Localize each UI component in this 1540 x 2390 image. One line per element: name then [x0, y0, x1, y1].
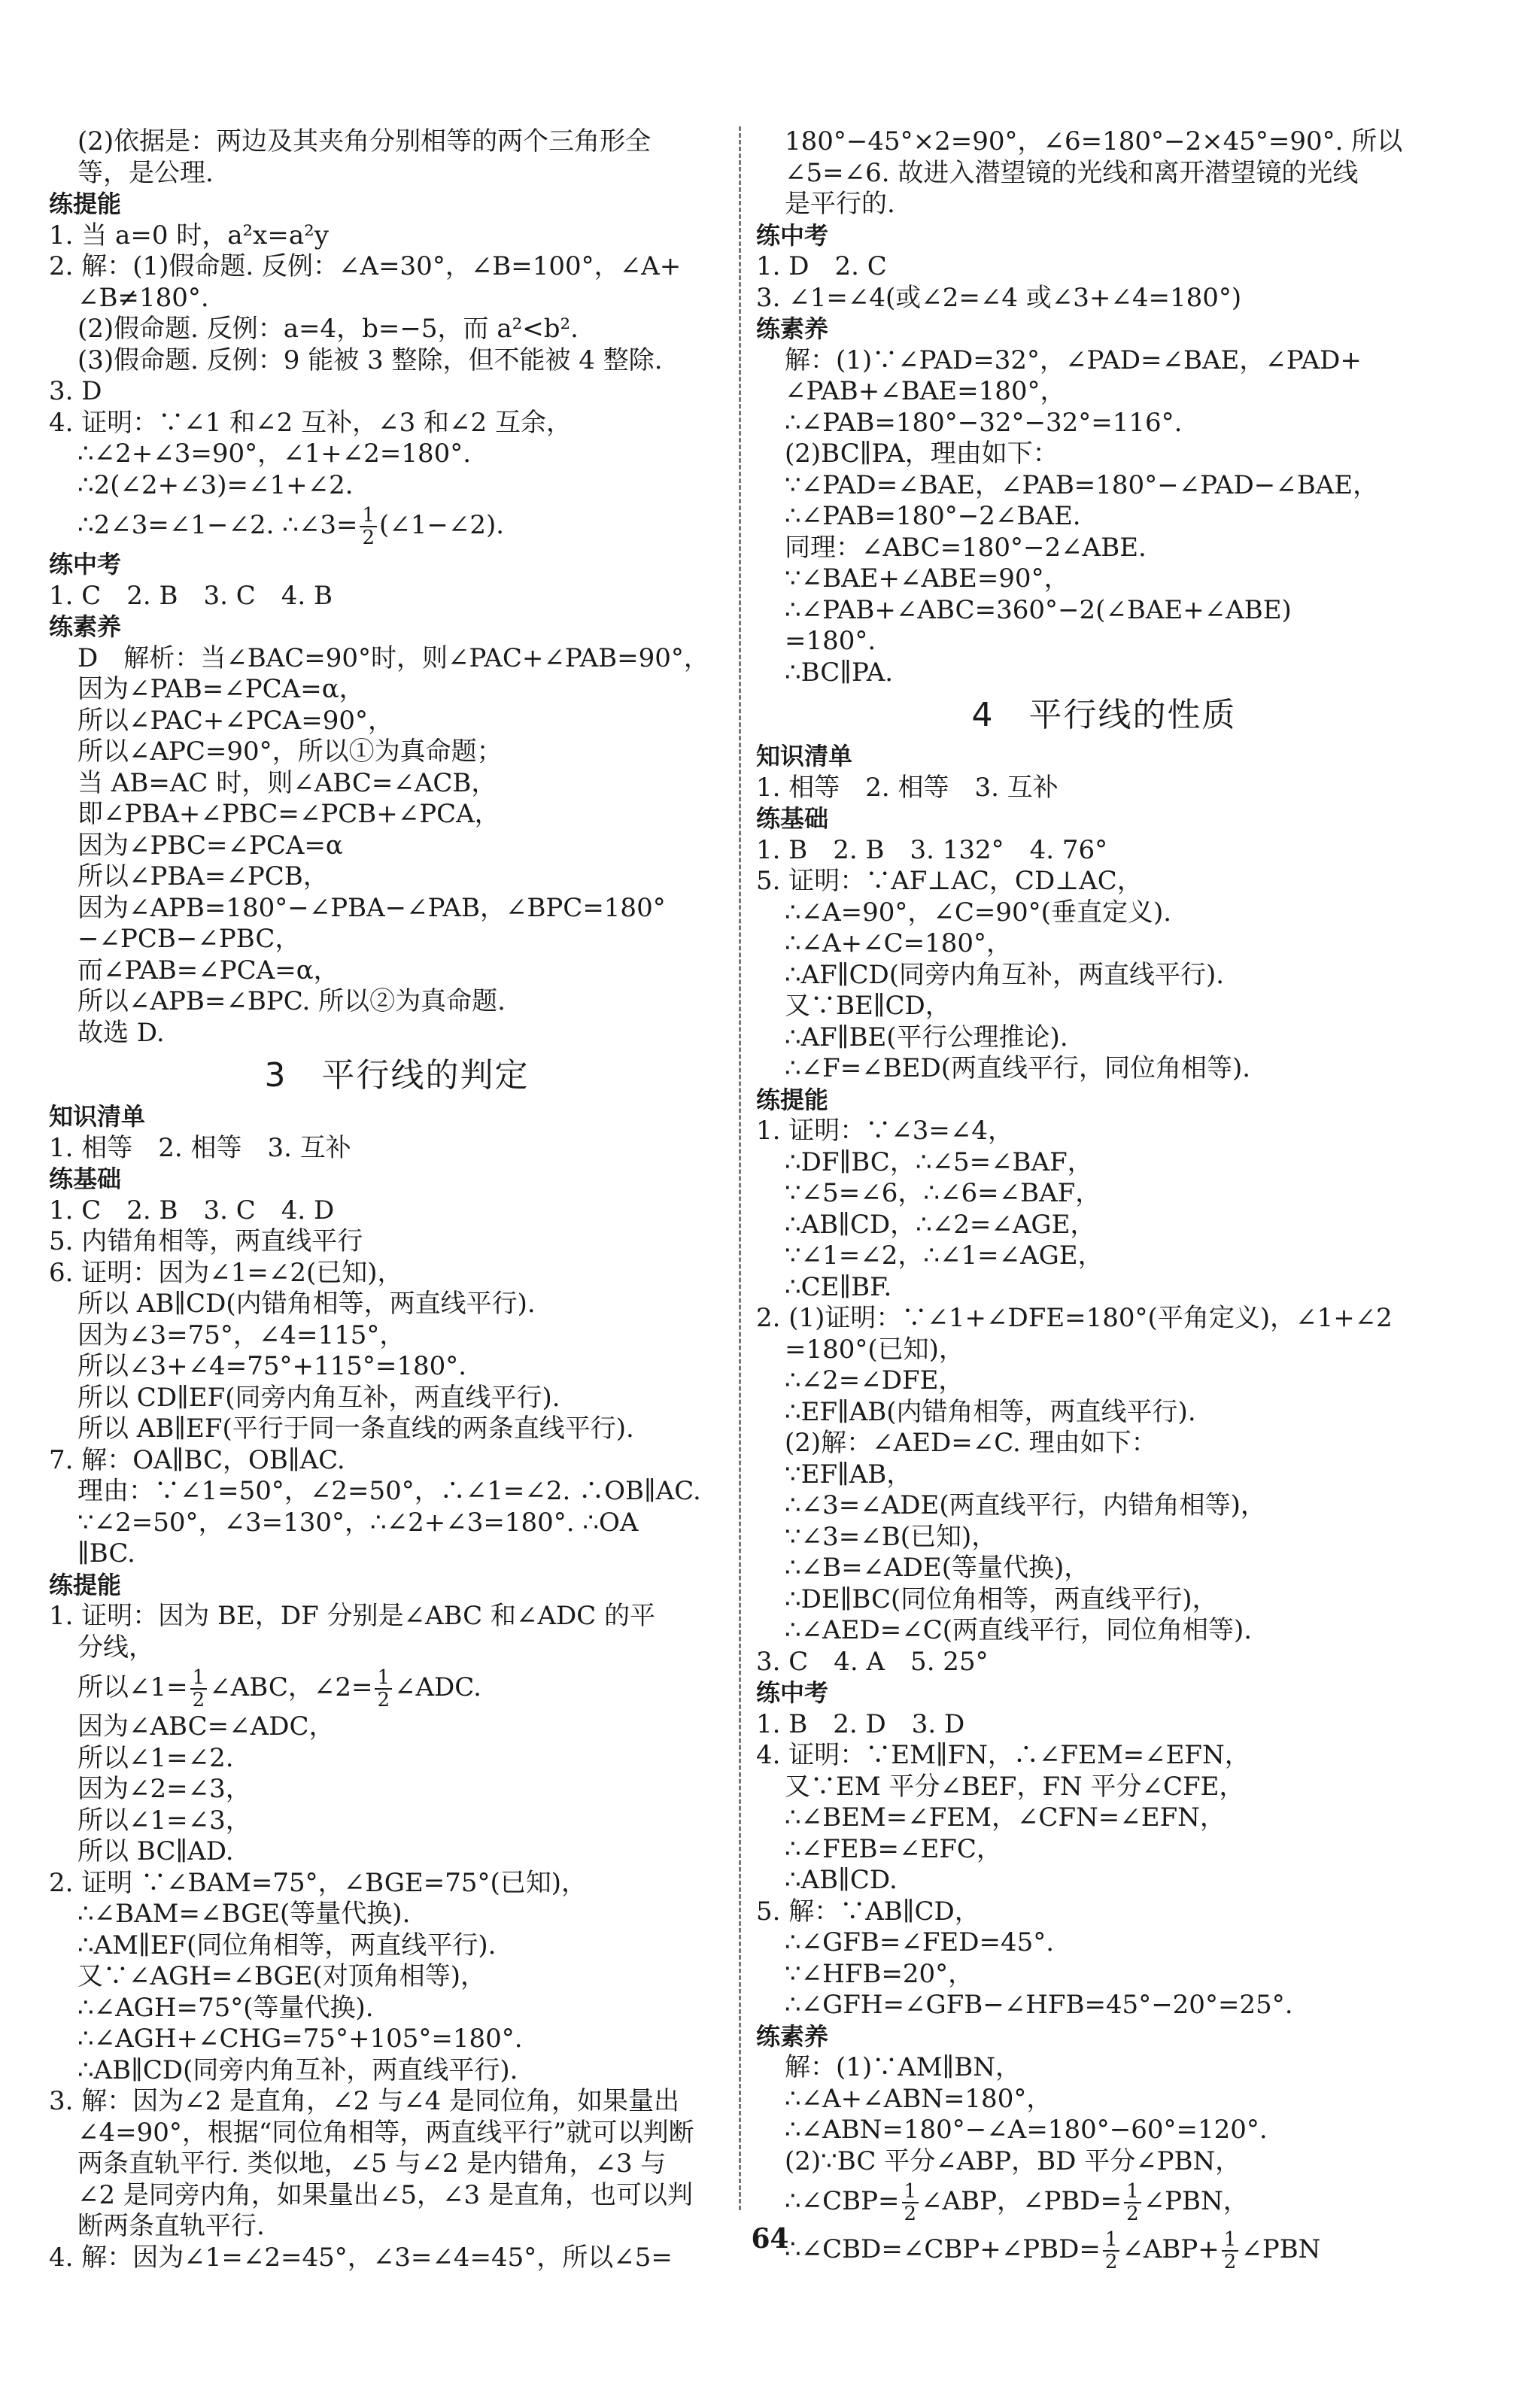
answer-line	[49, 1289, 745, 1320]
line-text: ∴EF∥AB(内错角相等，两直线平行).	[785, 1396, 1196, 1427]
answer-line	[49, 1930, 745, 1962]
line-text: ∴∠AGH+∠CHG=75°+105°=180°.	[77, 2024, 523, 2054]
answer-line	[756, 1772, 1452, 1803]
answer-line	[756, 1865, 1452, 1897]
line-text: 3 平行线的判定	[264, 1056, 530, 1095]
line-text: ∠PAB+∠BAE=180°，	[785, 376, 1066, 406]
answer-line	[756, 1897, 1452, 1928]
line-text: 因为∠ABC=∠ADC，	[77, 1711, 335, 1742]
line-text: ∴∠BEM=∠FEM，∠CFN=∠EFN，	[785, 1802, 1226, 1833]
line-text: ∴AB∥CD(同旁内角互补，两直线平行).	[77, 2054, 518, 2085]
line-text: (∠1−∠2).	[379, 510, 505, 540]
line-text: 所以∠1=∠3，	[77, 1805, 251, 1836]
line-text: 180°−45°×2=90°，∠6=180°−2×45°=90°. 所以	[785, 126, 1403, 156]
answer-line	[756, 1522, 1452, 1553]
answer-line	[756, 2084, 1452, 2115]
line-text: 因为∠PAB=∠PCA=α，	[77, 674, 365, 704]
fraction-denominator: 2	[192, 1689, 205, 1711]
line-text: 又∵∠AGH=∠BGE(对顶角相等)，	[77, 1961, 486, 1991]
answer-line	[49, 439, 745, 470]
line-text: 所以 AB∥EF(平行于同一条直线的两条直线平行).	[77, 1414, 634, 1444]
answer-line	[756, 1615, 1452, 1647]
line-text: 1. B 2. D 3. D	[756, 1708, 965, 1739]
answer-line	[756, 1927, 1452, 1959]
answer-line	[756, 1178, 1452, 1210]
line-text: ∠2 是同旁内角，如果量出∠5，∠3 是直角，也可以判	[77, 2179, 693, 2210]
answer-line	[756, 2115, 1452, 2146]
line-text: 所以∠1=	[77, 1672, 188, 1702]
fraction	[375, 1667, 392, 1711]
line-text: ∴∠BAM=∠BGE(等量代换).	[77, 1899, 411, 1929]
line-text: 分线，	[77, 1632, 154, 1663]
answer-line	[49, 1805, 745, 1837]
line-text: 又∵EM 平分∠BEF，FN 平分∠CFE，	[785, 1771, 1245, 1802]
line-text: 练中考	[49, 550, 122, 579]
line-text: 3. C 4. A 5. 25°	[756, 1646, 989, 1677]
answer-line	[756, 345, 1452, 377]
line-text: ∠5=∠6. 故进入潜望镜的光线和离开潜望镜的光线	[785, 157, 1359, 188]
line-text: 1. C 2. B 3. C 4. B	[49, 580, 333, 611]
line-text: ∴∠CBD=∠CBP+∠PBD=	[785, 2234, 1101, 2264]
line-text: 所以∠PAC+∠PCA=90°，	[77, 705, 393, 736]
answer-line	[49, 1414, 745, 1445]
line-text: ∠PBN，	[1143, 2186, 1249, 2216]
line-text: 练提能	[756, 1085, 829, 1114]
line-text: ∴2(∠2+∠3)=∠1+∠2.	[77, 469, 354, 500]
answer-line	[756, 1116, 1452, 1147]
line-text: ∵∠5=∠6，∴∠6=∠BAF，	[785, 1178, 1101, 1208]
answer-line	[756, 470, 1452, 502]
answer-line	[49, 643, 745, 675]
answer-line	[49, 1538, 745, 1570]
answer-line	[49, 2055, 745, 2087]
line-text: ∴AF∥BE(平行公理推论).	[785, 1022, 1068, 1052]
fraction	[190, 1667, 208, 1711]
line-text: ∴∠2+∠3=90°，∠1+∠2=180°.	[77, 439, 472, 469]
line-text: ∥BC.	[77, 1538, 135, 1569]
line-text: 因为∠3=75°，∠4=115°，	[77, 1320, 406, 1350]
line-text: 2. 证明 ∵∠BAM=75°，∠BGE=75°(已知)，	[49, 1867, 588, 1898]
line-text: 3. D	[49, 376, 102, 406]
answer-line	[49, 893, 745, 925]
line-text: ∵∠1=∠2，∴∠1=∠AGE，	[785, 1241, 1104, 1271]
answer-line	[49, 1195, 745, 1227]
answer-line	[756, 1241, 1452, 1272]
section-heading	[756, 1678, 1452, 1709]
answer-line	[49, 158, 745, 190]
section-heading	[756, 220, 1452, 252]
line-text: ∴∠A=90°，∠C=90°(垂直定义).	[785, 897, 1172, 928]
answer-line	[49, 345, 745, 377]
line-text: 练中考	[756, 1678, 829, 1707]
line-text: =180°(已知)，	[785, 1334, 964, 1365]
line-text: 解：(1)∵∠PAD=32°，∠PAD=∠BAE，∠PAD+	[785, 345, 1362, 375]
line-text: 5. 证明：∵AF⊥AC，CD⊥AC，	[756, 866, 1143, 896]
line-text: 所以∠3+∠4=75°+115°=180°.	[77, 1351, 467, 1381]
line-text: 因为∠PBC=∠PCA=α	[77, 830, 343, 861]
line-text: ∴DF∥BC，∴∠5=∠BAF，	[785, 1146, 1093, 1177]
answer-line	[756, 1022, 1452, 1054]
line-text: ∵∠2=50°，∠3=130°，∴∠2+∠3=180°. ∴OA	[77, 1507, 639, 1538]
answer-line	[756, 1397, 1452, 1429]
line-text: ∠ABP，∠PBD=	[921, 2186, 1122, 2216]
line-text: ∴∠B=∠ADE(等量代换)，	[785, 1553, 1090, 1583]
line-text: 所以∠PBA=∠PCB，	[77, 861, 329, 891]
line-text: 是平行的.	[785, 189, 895, 219]
line-text: 练提能	[49, 190, 122, 218]
answer-line	[49, 1133, 745, 1165]
answer-line	[756, 866, 1452, 897]
answer-line	[49, 376, 745, 408]
answer-line	[49, 470, 745, 502]
line-text: 练素养	[756, 2021, 829, 2051]
answer-line	[756, 1709, 1452, 1741]
answer-line	[49, 768, 745, 800]
line-text: ∴∠PAB=180°−2∠BAE.	[785, 501, 1081, 531]
answer-line	[49, 1993, 745, 2024]
answer-line	[49, 736, 745, 768]
answer-line	[756, 408, 1452, 439]
section-heading	[49, 1570, 745, 1602]
fraction	[1124, 2181, 1141, 2224]
answer-line	[49, 706, 745, 737]
line-text: ∴∠GFH=∠GFB−∠HFB=45°−20°=25°.	[785, 1990, 1293, 2020]
answer-line	[756, 835, 1452, 867]
section-title	[49, 1055, 745, 1097]
line-text: ∴∠AGH=75°(等量代换).	[77, 1992, 374, 2023]
fraction	[902, 2181, 919, 2224]
answer-line	[49, 408, 745, 439]
line-text: 所以 CD∥EF(同旁内角互补，两直线平行).	[77, 1382, 560, 1413]
section-heading	[49, 1164, 745, 1195]
line-text: ∴∠AED=∠C(两直线平行，同位角相等).	[785, 1615, 1253, 1645]
answer-column-right	[756, 126, 1452, 2273]
line-text: 又∵BE∥CD，	[785, 991, 951, 1021]
line-text: 练素养	[756, 314, 829, 343]
line-text: 断两条直轨平行.	[77, 2211, 265, 2241]
line-text: 解：(1)∵AM∥BN，	[785, 2052, 1021, 2082]
line-text: (2)BC∥PA，理由如下：	[785, 439, 1059, 469]
answer-line	[756, 1053, 1452, 1085]
line-text: 因为∠2=∠3，	[77, 1774, 251, 1804]
line-text: ∴2∠3=∠1−∠2. ∴∠3=	[77, 510, 358, 540]
answer-line	[49, 1743, 745, 1775]
answer-line	[49, 924, 745, 955]
line-text: 所以 BC∥AD.	[77, 1836, 234, 1866]
answer-line	[756, 1959, 1452, 1991]
line-text: 练素养	[49, 612, 122, 641]
answer-line	[756, 1990, 1452, 2021]
line-text: 2. (1)证明：∵∠1+∠DFE=180°(平角定义)，∠1+∠2	[756, 1303, 1393, 1333]
section-heading	[756, 741, 1452, 773]
line-text: ∴∠PAB+∠ABC=360°−2(∠BAE+∠ABE)	[785, 594, 1292, 625]
answer-line	[49, 1258, 745, 1289]
section-heading	[756, 1085, 1452, 1116]
answer-line	[756, 2052, 1452, 2084]
line-text: 1. 证明：∵∠3=∠4，	[756, 1116, 1013, 1146]
line-text: ∴DE∥BC(同位角相等，两直线平行)，	[785, 1584, 1218, 1614]
answer-line	[49, 126, 745, 158]
answer-line	[49, 1445, 745, 1477]
line-text: ∴AB∥CD.	[785, 1865, 898, 1895]
line-text: ∴∠2=∠DFE，	[785, 1365, 964, 1395]
answer-line	[49, 1226, 745, 1258]
answer-line	[756, 1834, 1452, 1866]
fraction-numerator: 1	[360, 505, 377, 527]
fraction-denominator: 2	[904, 2203, 917, 2225]
answer-line	[756, 595, 1452, 627]
line-text: 1. D 2. C	[756, 251, 887, 281]
line-text: 1. 相等 2. 相等 3. 互补	[49, 1132, 351, 1163]
line-text: 练中考	[756, 220, 829, 250]
line-text: 4. 证明：∵∠1 和∠2 互补，∠3 和∠2 互余，	[49, 407, 572, 438]
line-text: 理由：∵∠1=50°，∠2=50°，∴∠1=∠2. ∴OB∥AC.	[77, 1476, 701, 1506]
answer-line	[49, 1663, 745, 1711]
line-text: 练基础	[756, 804, 829, 833]
line-text: 知识清单	[49, 1102, 146, 1131]
section-heading	[49, 189, 745, 220]
answer-line	[49, 581, 745, 612]
line-text: 所以∠APC=90°，所以①为真命题；	[77, 736, 503, 767]
line-text: 4. 解：因为∠1=∠2=45°，∠3=∠4=45°，所以∠5=	[49, 2242, 673, 2273]
answer-line	[49, 1018, 745, 1049]
answer-line	[49, 831, 745, 862]
line-text: 1. 当 a=0 时，a²x=a²y	[49, 220, 329, 251]
column-divider	[739, 126, 741, 2210]
line-text: (2)依据是：两边及其夹角分别相等的两个三角形全	[77, 126, 652, 156]
line-text: ∴∠F=∠BED(两直线平行，同位角相等).	[785, 1053, 1251, 1083]
line-text: 6. 证明：因为∠1=∠2(已知)，	[49, 1257, 403, 1288]
answer-line	[49, 1508, 745, 1539]
line-text: ∴∠GFB=∠FED=45°.	[785, 1927, 1055, 1957]
line-text: 即∠PBA+∠PBC=∠PCB+∠PCA，	[77, 799, 500, 829]
answer-line	[756, 2177, 1452, 2225]
answer-line	[756, 657, 1452, 689]
answer-line	[49, 1320, 745, 1352]
section-heading	[49, 612, 745, 643]
line-text: ∠PBN	[1241, 2234, 1321, 2264]
answer-line	[756, 563, 1452, 595]
fraction-denominator: 2	[1104, 2251, 1118, 2273]
section-heading	[756, 2021, 1452, 2053]
answer-line	[49, 2118, 745, 2149]
line-text: 故选 D.	[77, 1017, 165, 1048]
answer-line	[49, 1476, 745, 1508]
fraction-numerator: 1	[190, 1667, 208, 1690]
answer-line	[49, 1711, 745, 1743]
line-text: ∵∠HFB=20°，	[785, 1958, 974, 1989]
line-text: (2)解：∠AED=∠C. 理由如下：	[785, 1428, 1157, 1458]
answer-line	[756, 1584, 1452, 1616]
fraction-denominator: 2	[362, 527, 375, 549]
line-text: ∴∠ABN=180°−∠A=180°−60°=120°.	[785, 2115, 1268, 2145]
answer-line	[756, 439, 1452, 470]
answer-line	[756, 1365, 1452, 1397]
answer-line	[49, 799, 745, 831]
answer-line	[756, 773, 1452, 804]
answer-line	[756, 251, 1452, 283]
line-text: D 解析：当∠BAC=90°时，则∠PAC+∠PAB=90°，	[77, 642, 709, 673]
answer-line	[756, 126, 1452, 158]
fraction-denominator: 2	[1223, 2251, 1237, 2273]
answer-line	[49, 1774, 745, 1805]
line-text: (2)∵BC 平分∠ABP，BD 平分∠PBN，	[785, 2146, 1241, 2176]
line-text: 练提能	[49, 1570, 122, 1599]
answer-line	[756, 1210, 1452, 1241]
line-text: 因为∠APB=180°−∠PBA−∠PAB，∠BPC=180°	[77, 892, 666, 923]
line-text: (3)假命题. 反例：9 能被 3 整除，但不能被 4 整除.	[77, 345, 663, 375]
line-text: 练基础	[49, 1165, 122, 1193]
line-text: ∴∠FEB=∠EFC，	[785, 1833, 1002, 1864]
line-text: (2)假命题. 反例：a=4，b=−5，而 a²<b².	[77, 314, 579, 344]
answer-line	[49, 220, 745, 252]
line-text: ∴∠3=∠ADE(两直线平行，内错角相等)，	[785, 1490, 1266, 1520]
answer-line	[756, 376, 1452, 408]
answer-line	[756, 1428, 1452, 1459]
answer-line	[49, 2086, 745, 2118]
section-heading	[49, 549, 745, 581]
answer-line	[49, 251, 745, 283]
line-text: 当 AB=AC 时，则∠ABC=∠ACB，	[77, 767, 497, 798]
answer-line	[756, 283, 1452, 314]
line-text: 1. B 2. B 3. 132° 4. 76°	[756, 834, 1108, 865]
line-text: ∴AF∥CD(同旁内角互补，两直线平行).	[785, 959, 1225, 990]
answer-line	[756, 1272, 1452, 1304]
line-text: 4. 证明：∵EM∥FN，∴∠FEM=∠EFN，	[756, 1740, 1250, 1770]
line-text: 知识清单	[756, 742, 853, 770]
answer-line	[49, 501, 745, 549]
answer-line	[756, 991, 1452, 1022]
line-text: 4 平行线的性质	[971, 696, 1237, 734]
answer-line	[756, 1553, 1452, 1584]
line-text: ∴∠A+∠C=180°，	[785, 928, 1013, 958]
line-text: ∴AM∥EF(同位角相等，两直线平行).	[77, 1930, 497, 1960]
line-text: 5. 内错角相等，两直线平行	[49, 1226, 363, 1256]
line-text: ∴∠CBP=	[785, 2186, 900, 2216]
answer-line	[756, 626, 1452, 657]
line-text: 1. 证明：因为 BE，DF 分别是∠ABC 和∠ADC 的平	[49, 1601, 656, 1631]
line-text: 所以∠APB=∠BPC. 所以②为真命题.	[77, 986, 506, 1016]
line-text: 同理：∠ABC=180°−2∠ABE.	[785, 532, 1147, 563]
fraction-numerator: 1	[375, 1667, 392, 1690]
fraction-denominator: 2	[1126, 2203, 1139, 2225]
section-heading	[49, 1101, 745, 1133]
answer-line	[49, 2149, 745, 2180]
answer-line	[49, 1383, 745, 1414]
answer-line	[756, 1303, 1452, 1335]
line-text: 1. 相等 2. 相等 3. 互补	[756, 772, 1059, 803]
fraction-denominator: 2	[377, 1689, 390, 1711]
page-number: 64	[751, 2223, 789, 2255]
line-text: ∠B≠180°.	[77, 282, 209, 313]
line-text: ∠ABC，∠2=	[209, 1672, 373, 1702]
line-text: ∵∠3=∠B(已知)，	[785, 1521, 998, 1552]
line-text: 3. ∠1=∠4(或∠2=∠4 或∠3+∠4=180°)	[756, 282, 1242, 313]
line-text: ∠4=90°，根据“同位角相等，两直线平行”就可以判断	[77, 2117, 694, 2148]
answer-line	[756, 1459, 1452, 1491]
answer-line	[756, 1647, 1452, 1678]
answer-line	[49, 986, 745, 1018]
section-heading	[756, 803, 1452, 835]
line-text: 1. C 2. B 3. C 4. D	[49, 1195, 335, 1225]
line-text: =180°.	[785, 626, 876, 656]
answer-line	[756, 960, 1452, 992]
answer-line	[756, 1740, 1452, 1772]
line-text: ∴BC∥PA.	[785, 657, 894, 688]
fraction	[360, 505, 377, 548]
line-text: ∠ADC.	[393, 1672, 481, 1702]
answer-line	[49, 1836, 745, 1868]
answer-line	[49, 955, 745, 987]
answer-line	[756, 1335, 1452, 1366]
line-text: ∴CE∥BF.	[785, 1271, 892, 1302]
line-text: −∠PCB−∠PBC，	[77, 924, 301, 954]
answer-line	[756, 2146, 1452, 2178]
answer-column-left	[49, 126, 745, 2273]
answer-line	[756, 533, 1452, 564]
answer-line	[756, 1147, 1452, 1179]
answer-line	[49, 1351, 745, 1383]
line-text: ∴∠A+∠ABN=180°，	[785, 2083, 1052, 2114]
line-text: ∠ABP+	[1122, 2234, 1220, 2264]
line-text: 7. 解：OA∥BC，OB∥AC.	[49, 1444, 345, 1475]
line-text: 2. 解：(1)假命题. 反例：∠A=30°，∠B=100°，∠A+	[49, 251, 682, 281]
answer-line	[756, 501, 1452, 533]
fraction-numerator: 1	[1103, 2229, 1120, 2252]
answer-line	[49, 1601, 745, 1632]
line-text: ∴∠PAB=180°−32°−32°=116°.	[785, 407, 1183, 438]
line-text: 5. 解：∵AB∥CD，	[756, 1896, 980, 1927]
answer-line	[49, 1899, 745, 1930]
answer-line	[49, 283, 745, 314]
answer-line	[49, 674, 745, 706]
answer-line	[756, 1802, 1452, 1834]
answer-line	[756, 158, 1452, 190]
section-title	[756, 694, 1452, 736]
answer-line	[49, 1961, 745, 1993]
fraction-numerator: 1	[1222, 2229, 1239, 2252]
line-text: 两条直轨平行. 类似地，∠5 与∠2 是内错角，∠3 与	[77, 2149, 667, 2179]
line-text: 等，是公理.	[77, 157, 214, 188]
answer-line	[49, 1868, 745, 1900]
answer-line	[756, 928, 1452, 960]
answer-line	[49, 861, 745, 893]
answer-line	[756, 897, 1452, 929]
line-text: ∵EF∥AB，	[785, 1459, 913, 1490]
line-text: ∴AB∥CD，∴∠2=∠AGE，	[785, 1209, 1096, 1240]
fraction-numerator: 1	[902, 2181, 919, 2203]
answer-line	[756, 1490, 1452, 1522]
answer-line	[49, 2024, 745, 2055]
line-text: 所以 AB∥CD(内错角相等，两直线平行).	[77, 1289, 536, 1319]
line-text: ∵∠PAD=∠BAE，∠PAB=180°−∠PAD−∠BAE，	[785, 469, 1379, 500]
section-heading	[756, 314, 1452, 345]
answer-line	[756, 189, 1452, 220]
answer-line	[49, 314, 745, 345]
answer-line	[49, 1632, 745, 1664]
fraction-numerator: 1	[1124, 2181, 1141, 2203]
line-text: 所以∠1=∠2.	[77, 1742, 234, 1773]
answer-line	[49, 2180, 745, 2212]
line-text: ∵∠BAE+∠ABE=90°，	[785, 563, 1070, 594]
line-text: 而∠PAB=∠PCA=α，	[77, 955, 339, 985]
line-text: 3. 解：因为∠2 是直角，∠2 与∠4 是同位角，如果量出	[49, 2086, 680, 2116]
